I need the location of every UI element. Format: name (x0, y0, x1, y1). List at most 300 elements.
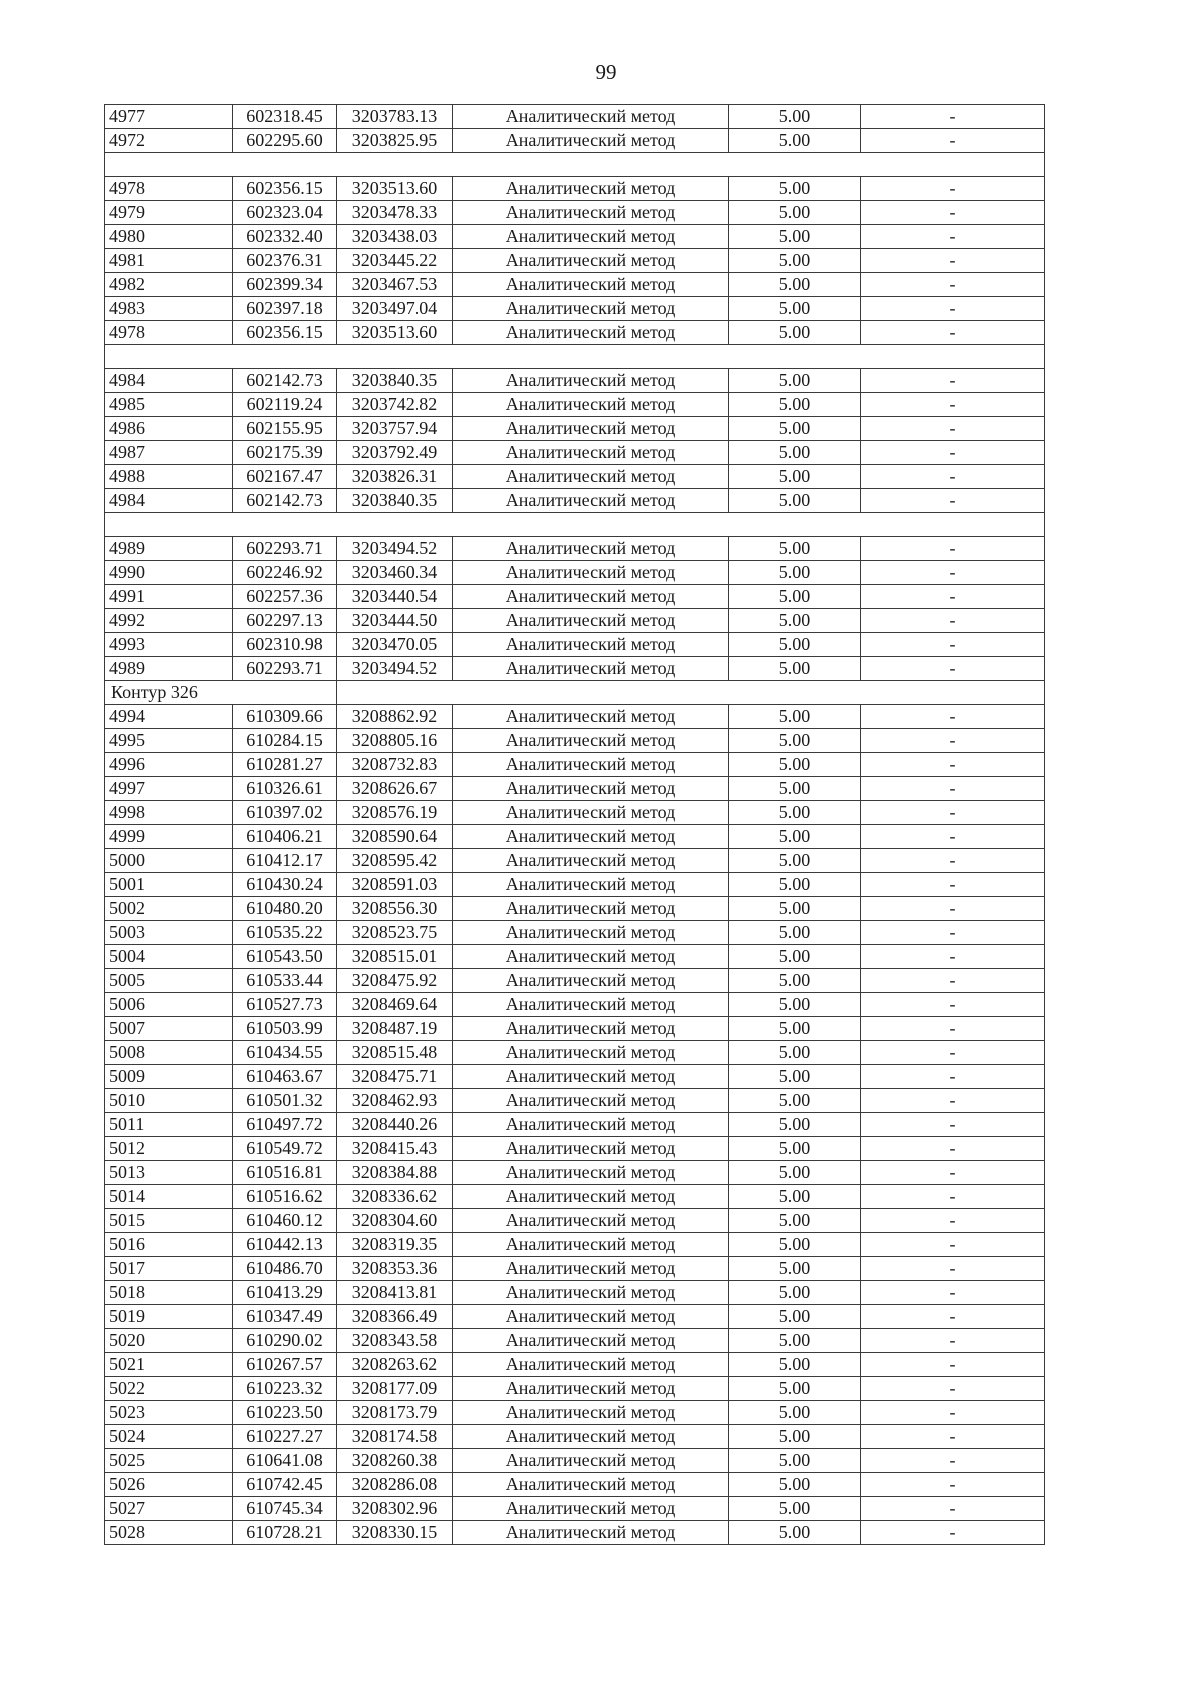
point-number-cell: 5025 (105, 1449, 233, 1473)
point-number-cell: 5008 (105, 1041, 233, 1065)
table-row (105, 249, 1045, 273)
x-coordinate-cell: 610406.21 (233, 825, 337, 849)
x-coordinate-cell: 610397.02 (233, 801, 337, 825)
note-cell: - (861, 273, 1045, 297)
separator-row (105, 345, 1045, 369)
table-row (105, 321, 1045, 345)
x-coordinate-cell: 610641.08 (233, 1449, 337, 1473)
point-number-cell: 4990 (105, 561, 233, 585)
note-cell: - (861, 177, 1045, 201)
note-cell: - (861, 105, 1045, 129)
y-coordinate-cell: 3203792.49 (337, 441, 453, 465)
point-number-cell: 4989 (105, 537, 233, 561)
error-cell: 5.00 (729, 633, 861, 657)
x-coordinate-cell: 610486.70 (233, 1257, 337, 1281)
x-coordinate-cell: 610290.02 (233, 1329, 337, 1353)
error-cell: 5.00 (729, 585, 861, 609)
point-number-cell: 4984 (105, 489, 233, 513)
table-row (105, 1305, 1045, 1329)
note-cell: - (861, 1473, 1045, 1497)
method-cell: Аналитический метод (453, 177, 729, 201)
x-coordinate-cell: 602310.98 (233, 633, 337, 657)
note-cell: - (861, 1497, 1045, 1521)
y-coordinate-cell: 3208260.38 (337, 1449, 453, 1473)
x-coordinate-cell: 602293.71 (233, 657, 337, 681)
table-row (105, 1185, 1045, 1209)
table-row (105, 417, 1045, 441)
point-number-cell: 5013 (105, 1161, 233, 1185)
error-cell: 5.00 (729, 921, 861, 945)
error-cell: 5.00 (729, 1521, 861, 1545)
table-row (105, 1353, 1045, 1377)
note-cell: - (861, 1209, 1045, 1233)
x-coordinate-cell: 610501.32 (233, 1089, 337, 1113)
note-cell: - (861, 657, 1045, 681)
error-cell: 5.00 (729, 1473, 861, 1497)
y-coordinate-cell: 3203438.03 (337, 225, 453, 249)
y-coordinate-cell: 3208515.01 (337, 945, 453, 969)
point-number-cell: 5018 (105, 1281, 233, 1305)
note-cell: - (861, 873, 1045, 897)
table-row (105, 1017, 1045, 1041)
y-coordinate-cell: 3203826.31 (337, 465, 453, 489)
error-cell: 5.00 (729, 1185, 861, 1209)
x-coordinate-cell: 610412.17 (233, 849, 337, 873)
x-coordinate-cell: 610543.50 (233, 945, 337, 969)
note-cell: - (861, 1281, 1045, 1305)
table-row (105, 1065, 1045, 1089)
y-coordinate-cell: 3208263.62 (337, 1353, 453, 1377)
note-cell: - (861, 393, 1045, 417)
note-cell: - (861, 369, 1045, 393)
y-coordinate-cell: 3208319.35 (337, 1233, 453, 1257)
note-cell: - (861, 1377, 1045, 1401)
x-coordinate-cell: 610460.12 (233, 1209, 337, 1233)
note-cell: - (861, 609, 1045, 633)
note-cell: - (861, 1257, 1045, 1281)
method-cell: Аналитический метод (453, 1329, 729, 1353)
note-cell: - (861, 225, 1045, 249)
x-coordinate-cell: 602323.04 (233, 201, 337, 225)
point-number-cell: 5007 (105, 1017, 233, 1041)
method-cell: Аналитический метод (453, 1209, 729, 1233)
error-cell: 5.00 (729, 1425, 861, 1449)
error-cell: 5.00 (729, 897, 861, 921)
table-row (105, 945, 1045, 969)
y-coordinate-cell: 3203742.82 (337, 393, 453, 417)
method-cell: Аналитический метод (453, 1521, 729, 1545)
error-cell: 5.00 (729, 777, 861, 801)
point-number-cell: 4986 (105, 417, 233, 441)
note-cell: - (861, 1329, 1045, 1353)
method-cell: Аналитический метод (453, 1257, 729, 1281)
note-cell: - (861, 1089, 1045, 1113)
error-cell: 5.00 (729, 225, 861, 249)
y-coordinate-cell: 3203494.52 (337, 537, 453, 561)
method-cell: Аналитический метод (453, 993, 729, 1017)
x-coordinate-cell: 610728.21 (233, 1521, 337, 1545)
note-cell: - (861, 441, 1045, 465)
table-row (105, 657, 1045, 681)
error-cell: 5.00 (729, 249, 861, 273)
error-cell: 5.00 (729, 705, 861, 729)
x-coordinate-cell: 610516.81 (233, 1161, 337, 1185)
y-coordinate-cell: 3208353.36 (337, 1257, 453, 1281)
method-cell: Аналитический метод (453, 1281, 729, 1305)
separator-cell (105, 153, 1045, 177)
x-coordinate-cell: 602376.31 (233, 249, 337, 273)
table-row (105, 729, 1045, 753)
point-number-cell: 4996 (105, 753, 233, 777)
y-coordinate-cell: 3203513.60 (337, 177, 453, 201)
note-cell: - (861, 1017, 1045, 1041)
point-number-cell: 5012 (105, 1137, 233, 1161)
x-coordinate-cell: 602293.71 (233, 537, 337, 561)
x-coordinate-cell: 602167.47 (233, 465, 337, 489)
method-cell: Аналитический метод (453, 417, 729, 441)
method-cell: Аналитический метод (453, 945, 729, 969)
x-coordinate-cell: 610533.44 (233, 969, 337, 993)
point-number-cell: 5027 (105, 1497, 233, 1521)
y-coordinate-cell: 3208469.64 (337, 993, 453, 1017)
x-coordinate-cell: 602356.15 (233, 177, 337, 201)
method-cell: Аналитический метод (453, 753, 729, 777)
table-row (105, 297, 1045, 321)
table-row (105, 1089, 1045, 1113)
method-cell: Аналитический метод (453, 1017, 729, 1041)
point-number-cell: 5017 (105, 1257, 233, 1281)
point-number-cell: 4979 (105, 201, 233, 225)
method-cell: Аналитический метод (453, 657, 729, 681)
error-cell: 5.00 (729, 825, 861, 849)
point-number-cell: 5020 (105, 1329, 233, 1353)
table-row (105, 609, 1045, 633)
method-cell: Аналитический метод (453, 201, 729, 225)
point-number-cell: 5011 (105, 1113, 233, 1137)
coordinates-table (104, 104, 1045, 1545)
error-cell: 5.00 (729, 417, 861, 441)
table-row (105, 825, 1045, 849)
table-row (105, 1137, 1045, 1161)
x-coordinate-cell: 602142.73 (233, 369, 337, 393)
point-number-cell: 5023 (105, 1401, 233, 1425)
x-coordinate-cell: 602297.13 (233, 609, 337, 633)
error-cell: 5.00 (729, 1137, 861, 1161)
note-cell: - (861, 1521, 1045, 1545)
y-coordinate-cell: 3208304.60 (337, 1209, 453, 1233)
point-number-cell: 4972 (105, 129, 233, 153)
note-cell: - (861, 777, 1045, 801)
method-cell: Аналитический метод (453, 1497, 729, 1521)
y-coordinate-cell: 3208384.88 (337, 1161, 453, 1185)
method-cell: Аналитический метод (453, 441, 729, 465)
error-cell: 5.00 (729, 1065, 861, 1089)
error-cell: 5.00 (729, 1257, 861, 1281)
x-coordinate-cell: 610227.27 (233, 1425, 337, 1449)
table-row (105, 1281, 1045, 1305)
note-cell: - (861, 945, 1045, 969)
point-number-cell: 5010 (105, 1089, 233, 1113)
table-row (105, 1113, 1045, 1137)
table-row (105, 1329, 1045, 1353)
note-cell: - (861, 249, 1045, 273)
method-cell: Аналитический метод (453, 729, 729, 753)
note-cell: - (861, 1449, 1045, 1473)
x-coordinate-cell: 602332.40 (233, 225, 337, 249)
note-cell: - (861, 969, 1045, 993)
y-coordinate-cell: 3208302.96 (337, 1497, 453, 1521)
y-coordinate-cell: 3208475.92 (337, 969, 453, 993)
y-coordinate-cell: 3203757.94 (337, 417, 453, 441)
point-number-cell: 4981 (105, 249, 233, 273)
table-row (105, 921, 1045, 945)
error-cell: 5.00 (729, 1449, 861, 1473)
error-cell: 5.00 (729, 297, 861, 321)
contour-empty-cell (337, 681, 1045, 705)
note-cell: - (861, 585, 1045, 609)
method-cell: Аналитический метод (453, 537, 729, 561)
x-coordinate-cell: 610745.34 (233, 1497, 337, 1521)
point-number-cell: 4985 (105, 393, 233, 417)
y-coordinate-cell: 3203840.35 (337, 369, 453, 393)
y-coordinate-cell: 3208177.09 (337, 1377, 453, 1401)
x-coordinate-cell: 602175.39 (233, 441, 337, 465)
error-cell: 5.00 (729, 849, 861, 873)
note-cell: - (861, 537, 1045, 561)
note-cell: - (861, 1305, 1045, 1329)
page-number: 99 (595, 60, 617, 84)
x-coordinate-cell: 610503.99 (233, 1017, 337, 1041)
method-cell: Аналитический метод (453, 1089, 729, 1113)
y-coordinate-cell: 3208556.30 (337, 897, 453, 921)
error-cell: 5.00 (729, 129, 861, 153)
error-cell: 5.00 (729, 1353, 861, 1377)
point-number-cell: 5019 (105, 1305, 233, 1329)
x-coordinate-cell: 610267.57 (233, 1353, 337, 1377)
error-cell: 5.00 (729, 753, 861, 777)
table-row (105, 1497, 1045, 1521)
x-coordinate-cell: 602246.92 (233, 561, 337, 585)
note-cell: - (861, 321, 1045, 345)
method-cell: Аналитический метод (453, 129, 729, 153)
error-cell: 5.00 (729, 1497, 861, 1521)
y-coordinate-cell: 3208366.49 (337, 1305, 453, 1329)
x-coordinate-cell: 610434.55 (233, 1041, 337, 1065)
method-cell: Аналитический метод (453, 273, 729, 297)
table-row (105, 393, 1045, 417)
method-cell: Аналитический метод (453, 249, 729, 273)
error-cell: 5.00 (729, 873, 861, 897)
table-row (105, 777, 1045, 801)
point-number-cell: 5024 (105, 1425, 233, 1449)
x-coordinate-cell: 602397.18 (233, 297, 337, 321)
note-cell: - (861, 561, 1045, 585)
x-coordinate-cell: 610284.15 (233, 729, 337, 753)
y-coordinate-cell: 3203494.52 (337, 657, 453, 681)
y-coordinate-cell: 3208862.92 (337, 705, 453, 729)
error-cell: 5.00 (729, 1161, 861, 1185)
table-row (105, 561, 1045, 585)
table-row (105, 537, 1045, 561)
x-coordinate-cell: 610480.20 (233, 897, 337, 921)
table-row (105, 1473, 1045, 1497)
x-coordinate-cell: 602399.34 (233, 273, 337, 297)
x-coordinate-cell: 610463.67 (233, 1065, 337, 1089)
y-coordinate-cell: 3208286.08 (337, 1473, 453, 1497)
note-cell: - (861, 489, 1045, 513)
method-cell: Аналитический метод (453, 297, 729, 321)
y-coordinate-cell: 3203825.95 (337, 129, 453, 153)
y-coordinate-cell: 3203470.05 (337, 633, 453, 657)
note-cell: - (861, 1401, 1045, 1425)
y-coordinate-cell: 3208595.42 (337, 849, 453, 873)
error-cell: 5.00 (729, 1209, 861, 1233)
point-number-cell: 4987 (105, 441, 233, 465)
point-number-cell: 4980 (105, 225, 233, 249)
table-row (105, 105, 1045, 129)
point-number-cell: 4989 (105, 657, 233, 681)
table-row (105, 465, 1045, 489)
method-cell: Аналитический метод (453, 585, 729, 609)
error-cell: 5.00 (729, 177, 861, 201)
error-cell: 5.00 (729, 801, 861, 825)
table-row (105, 1209, 1045, 1233)
error-cell: 5.00 (729, 1401, 861, 1425)
method-cell: Аналитический метод (453, 825, 729, 849)
note-cell: - (861, 1161, 1045, 1185)
method-cell: Аналитический метод (453, 1065, 729, 1089)
table-row (105, 129, 1045, 153)
point-number-cell: 4983 (105, 297, 233, 321)
x-coordinate-cell: 610527.73 (233, 993, 337, 1017)
method-cell: Аналитический метод (453, 897, 729, 921)
separator-row (105, 513, 1045, 537)
method-cell: Аналитический метод (453, 1449, 729, 1473)
y-coordinate-cell: 3208805.16 (337, 729, 453, 753)
point-number-cell: 5026 (105, 1473, 233, 1497)
note-cell: - (861, 417, 1045, 441)
error-cell: 5.00 (729, 1329, 861, 1353)
table-row (105, 441, 1045, 465)
x-coordinate-cell: 610535.22 (233, 921, 337, 945)
x-coordinate-cell: 610413.29 (233, 1281, 337, 1305)
point-number-cell: 5022 (105, 1377, 233, 1401)
method-cell: Аналитический метод (453, 1137, 729, 1161)
method-cell: Аналитический метод (453, 321, 729, 345)
x-coordinate-cell: 610549.72 (233, 1137, 337, 1161)
x-coordinate-cell: 610281.27 (233, 753, 337, 777)
error-cell: 5.00 (729, 1113, 861, 1137)
error-cell: 5.00 (729, 273, 861, 297)
table-row (105, 585, 1045, 609)
note-cell: - (861, 129, 1045, 153)
method-cell: Аналитический метод (453, 1185, 729, 1209)
table-row (105, 225, 1045, 249)
y-coordinate-cell: 3203840.35 (337, 489, 453, 513)
point-number-cell: 5002 (105, 897, 233, 921)
point-number-cell: 4984 (105, 369, 233, 393)
point-number-cell: 5016 (105, 1233, 233, 1257)
point-number-cell: 4993 (105, 633, 233, 657)
table-row (105, 273, 1045, 297)
method-cell: Аналитический метод (453, 225, 729, 249)
separator-cell (105, 345, 1045, 369)
point-number-cell: 5021 (105, 1353, 233, 1377)
y-coordinate-cell: 3208590.64 (337, 825, 453, 849)
error-cell: 5.00 (729, 465, 861, 489)
contour-header-row (105, 681, 1045, 705)
point-number-cell: 5000 (105, 849, 233, 873)
point-number-cell: 5009 (105, 1065, 233, 1089)
table-row (105, 1521, 1045, 1545)
note-cell: - (861, 849, 1045, 873)
error-cell: 5.00 (729, 441, 861, 465)
error-cell: 5.00 (729, 321, 861, 345)
error-cell: 5.00 (729, 561, 861, 585)
note-cell: - (861, 825, 1045, 849)
x-coordinate-cell: 610309.66 (233, 705, 337, 729)
method-cell: Аналитический метод (453, 1113, 729, 1137)
method-cell: Аналитический метод (453, 921, 729, 945)
point-number-cell: 5004 (105, 945, 233, 969)
error-cell: 5.00 (729, 489, 861, 513)
table-row (105, 489, 1045, 513)
y-coordinate-cell: 3208523.75 (337, 921, 453, 945)
note-cell: - (861, 633, 1045, 657)
error-cell: 5.00 (729, 201, 861, 225)
y-coordinate-cell: 3208440.26 (337, 1113, 453, 1137)
point-number-cell: 4988 (105, 465, 233, 489)
x-coordinate-cell: 610223.32 (233, 1377, 337, 1401)
y-coordinate-cell: 3208173.79 (337, 1401, 453, 1425)
table-row (105, 369, 1045, 393)
y-coordinate-cell: 3203478.33 (337, 201, 453, 225)
note-cell: - (861, 1041, 1045, 1065)
method-cell: Аналитический метод (453, 849, 729, 873)
x-coordinate-cell: 602257.36 (233, 585, 337, 609)
method-cell: Аналитический метод (453, 1401, 729, 1425)
table-row (105, 705, 1045, 729)
x-coordinate-cell: 610742.45 (233, 1473, 337, 1497)
note-cell: - (861, 465, 1045, 489)
table-row (105, 633, 1045, 657)
method-cell: Аналитический метод (453, 561, 729, 585)
point-number-cell: 5001 (105, 873, 233, 897)
error-cell: 5.00 (729, 969, 861, 993)
table-row (105, 897, 1045, 921)
error-cell: 5.00 (729, 945, 861, 969)
x-coordinate-cell: 610223.50 (233, 1401, 337, 1425)
note-cell: - (861, 993, 1045, 1017)
error-cell: 5.00 (729, 657, 861, 681)
note-cell: - (861, 897, 1045, 921)
error-cell: 5.00 (729, 1305, 861, 1329)
x-coordinate-cell: 602295.60 (233, 129, 337, 153)
note-cell: - (861, 801, 1045, 825)
x-coordinate-cell: 610497.72 (233, 1113, 337, 1137)
method-cell: Аналитический метод (453, 1041, 729, 1065)
note-cell: - (861, 729, 1045, 753)
note-cell: - (861, 1137, 1045, 1161)
error-cell: 5.00 (729, 1377, 861, 1401)
y-coordinate-cell: 3208462.93 (337, 1089, 453, 1113)
point-number-cell: 5015 (105, 1209, 233, 1233)
method-cell: Аналитический метод (453, 1233, 729, 1257)
note-cell: - (861, 705, 1045, 729)
method-cell: Аналитический метод (453, 969, 729, 993)
point-number-cell: 4995 (105, 729, 233, 753)
table-row (105, 1377, 1045, 1401)
